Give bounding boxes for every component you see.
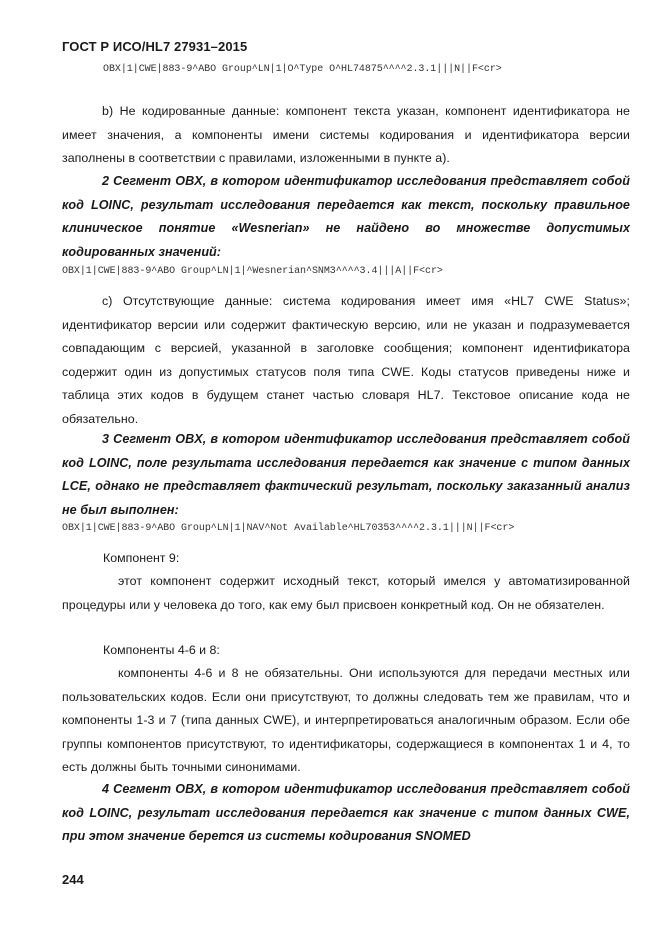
example-heading-4: 4 Сегмент OBX, в котором идентификатор исследования представляет собой код LOINC, результат исследования передается как значение с типом данных CWE, при этом значение берется из системы кодирования SNOMED <box>62 782 630 844</box>
example-heading-2: 2 Сегмент OBX, в котором идентификатор исследования представляет собой код LOINC, результат исследования передается как текст, поскольку правильное клиническое понятие «Wesnerian» не найдено во множестве допустимых кодированных значений: <box>62 174 630 259</box>
paragraph-c: с) Отсутствующие данные: система кодирования имеет имя «HL7 CWE Status»; идентификатор версии или содержит фактическую версию, или не указан и подразумевается совпадающим с версией, указанной в заголовке сообщения; компонент идентификатора содержит один из допустимых статусов поля типа CWE. Коды статусов приведены ниже и таблица этих кодов в будущем станет частью словаря HL7. Текстовое описание кода не обязательно. <box>62 294 630 426</box>
component-9-text: этот компонент содержит исходный текст, который имелся у автоматизированной процедуры или у человека до того, как ему был присвоен конкретный код. Он не обязателен. <box>62 574 630 612</box>
code-example-1: OBX|1|CWE|883-9^ABO Group^LN|1|O^Type O^HL74875^^^^2.3.1|||N||F<cr> <box>103 64 502 75</box>
paragraph-b: b) Не кодированные данные: компонент текста указан, компонент идентификатора не имеет значения, а компоненты имени системы кодирования и идентификатора версии заполнены в соответствии с правилами, изложенными в пункте а). <box>62 104 630 166</box>
components-4-6-8-label: Компоненты 4-6 и 8: <box>103 643 220 657</box>
code-example-3: OBX|1|CWE|883-9^ABO Group^LN|1|NAV^Not Available^HL70353^^^^2.3.1|||N||F<cr> <box>62 523 515 534</box>
component-9-label: Компонент 9: <box>103 551 180 565</box>
example-heading-3: 3 Сегмент OBX, в котором идентификатор исследования представляет собой код LOINC, поле результата исследования передается как значение с типом данных LCE, однако не представляет фактический результат, поскольку заказанный анализ не был выполнен: <box>62 432 630 517</box>
components-4-6-8-text: компоненты 4-6 и 8 не обязательны. Они используются для передачи местных или пользовательских кодов. Если они присутствуют, то должны следовать тем же правилам, что и компоненты 1-3 и 7 (типа данных CWE), и интерпретироваться аналогичным образом. Если обе группы компонентов присутствуют, то идентификаторы, содержащиеся в компонентах 1 и 4, то есть должны быть точными синонимами. <box>62 666 630 775</box>
document-header: ГОСТ Р ИСО/HL7 27931–2015 <box>62 39 248 54</box>
code-example-2: OBX|1|CWE|883-9^ABO Group^LN|1|^Wesnerian^SNM3^^^^3.4|||A||F<cr> <box>62 266 443 277</box>
page-number: 244 <box>62 872 84 887</box>
